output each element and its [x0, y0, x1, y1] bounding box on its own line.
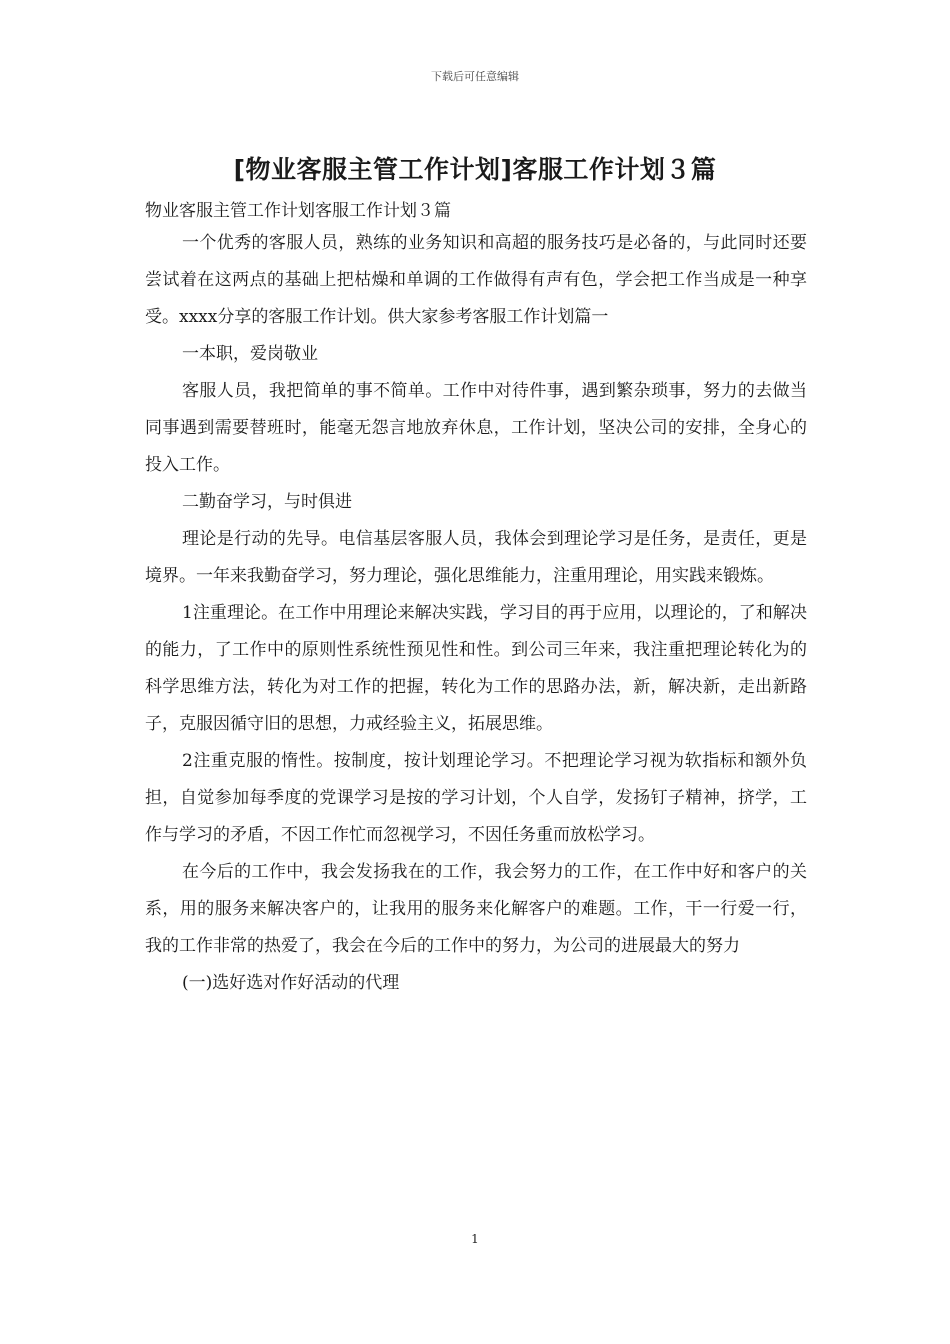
- paragraph-future: 在今后的工作中，我会发扬我在的工作，我会努力的工作，在工作中好和客户的关系，用的服务来解决客户的，让我用的服务来化解客户的难题。工作，干一行爱一行，我的工作非常的热爱了，我会在今后的工作中的努力，为公司的进展最大的努力: [145, 862, 807, 956]
- section-heading-agent: (一)选好选对作好活动的代理: [182, 973, 400, 993]
- page-number: 1: [471, 1232, 479, 1246]
- paragraph-intro: 一个优秀的客服人员，熟练的业务知识和高超的服务技巧是必备的，与此同时还要尝试着在这两点的基础上把枯燥和单调的工作做得有声有色，学会把工作当成是一种享受。xxxx分享的客服工作计划。供大家参考客服工作计划篇一: [145, 233, 807, 327]
- paragraph-point-1: 1注重理论。在工作中用理论来解决实践，学习目的再于应用，以理论的，了和解决的能力，了工作中的原则性系统性预见性和性。到公司三年来，我注重把理论转化为的科学思维方法，转化为对工作的把握，转化为工作的思路办法，新，解决新，走出新路子，克服因循守旧的思想，力戒经验主义，拓展思维。: [145, 603, 807, 734]
- document-subtitle: 物业客服主管工作计划客服工作计划３篇: [145, 201, 451, 221]
- section-heading-learning: 二勤奋学习，与时俱进: [182, 492, 352, 512]
- paragraph-point-2: 2注重克服的惰性。按制度，按计划理论学习。不把理论学习视为软指标和额外负担，自觉参加每季度的党课学习是按的学习计划，个人自学，发扬钉子精神，挤学，工作与学习的矛盾，不因工作忙而忽视学习，不因任务重而放松学习。: [145, 751, 807, 845]
- paragraph-dedication: 客服人员，我把简单的事不简单。工作中对待件事，遇到繁杂琐事，努力的去做当同事遇到需要替班时，能毫无怨言地放弃休息，工作计划，坚决公司的安排，全身心的投入工作。: [145, 381, 807, 475]
- document-title: [物业客服主管工作计划]客服工作计划３篇: [233, 155, 717, 184]
- document-body: [145, 197, 807, 1002]
- header-note: 下载后可任意编辑: [431, 70, 519, 83]
- section-heading-dedication: 一本职，爱岗敬业: [182, 344, 318, 364]
- paragraph-learning: 理论是行动的先导。电信基层客服人员，我体会到理论学习是任务，是责任，更是境界。一年来我勤奋学习，努力理论，强化思维能力，注重用理论，用实践来锻炼。: [145, 529, 807, 586]
